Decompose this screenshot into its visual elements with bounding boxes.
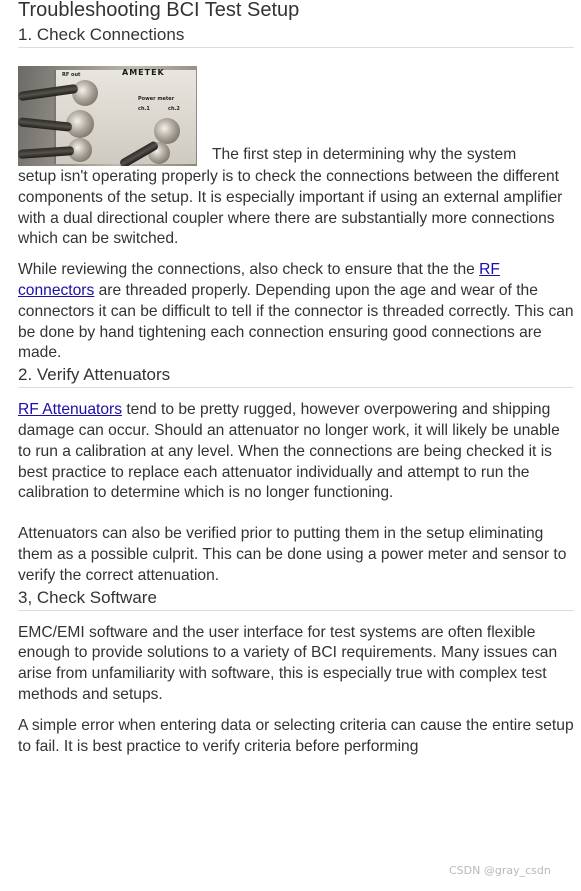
paragraph-text: are threaded properly. Depending upon the age and wear of the connectors it can be difficult to tell if the connector is threaded correctly. This can be done by hand tightening each connection ensuring good connections are made. xyxy=(18,281,574,362)
rf-connectors-link[interactable]: RF connectors xyxy=(18,261,500,299)
rf-attenuators-link[interactable]: RF Attenuators xyxy=(18,401,123,419)
section-heading-check-software: 3, Check Software xyxy=(18,587,574,611)
paragraph-text: tend to be pretty rugged, however overpowering and shipping damage can occur. Should an attenuator no longer work, it will likely be unable to run a calibration at any level. When the connections are being checked it is best practice to replace each attenuator individually and attempt to run the calibration to determine which is no longer functioning. xyxy=(18,401,560,502)
connector-panel-photo xyxy=(18,66,197,166)
paragraph-data-entry: A simple error when entering data or selecting criteria can cause the entire setup to fail. It is best practice to verify criteria before performing xyxy=(18,716,574,755)
intro-lead-text: The first step in determining why the system xyxy=(212,146,517,164)
photo-connector-knob xyxy=(154,118,180,144)
paragraph-attenuators xyxy=(18,400,574,504)
photo-brand-text: AMETEK xyxy=(122,68,165,77)
section-heading-verify-attenuators: 2. Verify Attenuators xyxy=(18,364,574,388)
photo-label-rf-out: RF out xyxy=(62,72,81,78)
photo-connector-knob xyxy=(72,80,98,106)
paragraph-software: EMC/EMI software and the user interface for test systems are often flexible enough to provide solutions to a variety of BCI requirements. Many issues can arise from unfamiliarity with software, this is especially true with complex test methods and setups. xyxy=(18,623,558,703)
paragraph-connections-intro: setup isn't operating properly is to check the connections between the different components of the setup. It is especially important if using an external amplifier with a dual directional coupler where there are substantially more connections which can be switched. xyxy=(18,168,563,248)
watermark: CSDN @gray_csdn xyxy=(449,864,551,877)
paragraph-text: While reviewing the connections, also check to ensure that the the xyxy=(18,261,480,279)
section-heading-check-connections: 1. Check Connections xyxy=(18,24,574,48)
photo-label-ch1: ch.1 xyxy=(138,106,150,112)
photo-label-ch2: ch.2 xyxy=(168,106,180,112)
photo-label-power-meter: Power meter xyxy=(138,96,175,102)
paragraph-attenuator-verification: Attenuators can also be verified prior to putting them in the setup eliminating them as a possible culprit. This can be done using a power meter and sensor to verify the correct attenuation. xyxy=(18,525,567,584)
article xyxy=(18,0,574,757)
paragraph-connectors xyxy=(18,260,574,364)
page-title: Troubleshooting BCI Test Setup xyxy=(18,0,300,21)
intro-row xyxy=(18,66,574,166)
